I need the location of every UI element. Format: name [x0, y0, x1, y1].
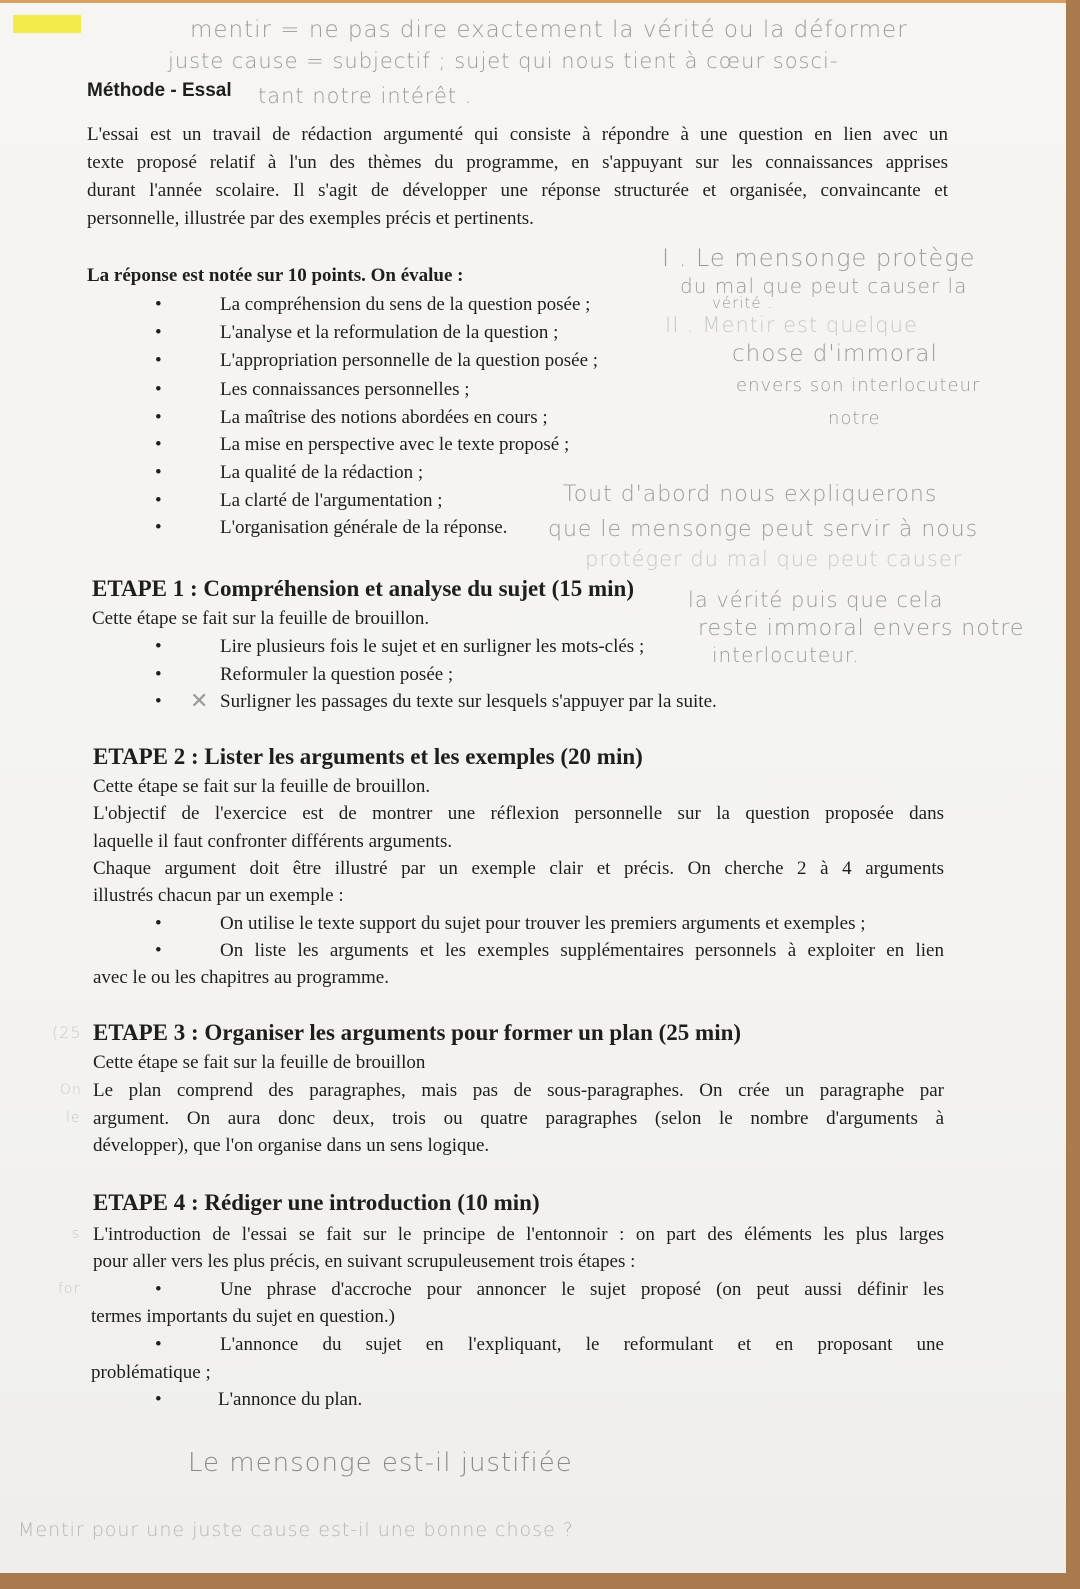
text-line: avec le ou les chapitres au programme.: [93, 967, 389, 988]
bullet-icon: •: [155, 434, 162, 455]
text-line: termes importants du sujet en question.): [91, 1306, 395, 1327]
text-line: problématique ;: [91, 1362, 211, 1383]
text-line: pour aller vers les plus précis, en suivant scrupuleusement trois étapes :: [93, 1251, 636, 1272]
handwritten-note: du mal que peut causer la: [680, 274, 968, 298]
intro-line: personnelle, illustrée par des exemples précis et pertinents.: [87, 208, 534, 229]
handwritten-question: Mentir pour une juste cause est-il une bonne chose ?: [18, 1519, 574, 1541]
handwritten-note: reste immoral envers notre: [698, 616, 1025, 641]
list-item: L'annonce du sujet en l'expliquant, le reformulant et en proposant une: [220, 1334, 944, 1355]
bullet-icon: •: [155, 462, 162, 483]
text-line: développer), que l'on organise dans un sens logique.: [93, 1135, 490, 1156]
text-line: Le plan comprend des paragraphes, mais pas de sous-paragraphes. On crée un paragraphe par: [93, 1080, 944, 1101]
bullet-icon: •: [155, 490, 162, 511]
handwritten-note: juste cause = subjectif ; sujet qui nous tient à cœur sosci-: [168, 49, 839, 73]
bullet-icon: •: [155, 664, 162, 685]
bullet-icon: •: [155, 1334, 162, 1355]
yellow-highlight: [13, 15, 81, 33]
list-item: La clarté de l'argumentation ;: [220, 490, 443, 511]
bullet-icon: •: [155, 691, 162, 712]
list-item: Lire plusieurs fois le sujet et en surligner les mots-clés ;: [220, 636, 645, 657]
evaluation-heading: La réponse est notée sur 10 points. On évalue :: [87, 265, 464, 286]
bullet-icon: •: [155, 322, 162, 343]
list-item: Une phrase d'accroche pour annoncer le sujet proposé (on peut aussi définir les: [220, 1279, 944, 1300]
etape1-heading: ETAPE 1 : Compréhension et analyse du sujet (15 min): [92, 576, 635, 601]
handwritten-note: vérité .: [712, 294, 774, 312]
page-title: Méthode - Essal: [87, 80, 232, 101]
list-item: On utilise le texte support du sujet pour trouver les premiers arguments et exemples ;: [220, 913, 866, 934]
text-line: L'introduction de l'essai se fait sur le principe de l'entonnoir : on part des éléments les plus larges: [93, 1224, 944, 1245]
handwritten-note: que le mensonge peut servir à nous: [548, 517, 979, 542]
bullet-icon: •: [155, 379, 162, 400]
margin-note: (25: [52, 1023, 82, 1042]
intro-line: durant l'année scolaire. Il s'agit de développer une réponse structurée et organisée, convaincante et: [87, 180, 948, 201]
text-line: L'objectif de l'exercice est de montrer une réflexion personnelle sur la question proposée dans: [93, 803, 944, 824]
bullet-icon: •: [155, 350, 162, 371]
text-line: argument. On aura donc deux, trois ou quatre paragraphes (selon le nombre d'arguments à: [93, 1108, 944, 1129]
text-line: Cette étape se fait sur la feuille de brouillon: [93, 1052, 426, 1073]
handwritten-note: la vérité puis que cela: [688, 588, 944, 612]
bullet-icon: •: [155, 407, 162, 428]
cross-mark-icon: ✕: [190, 689, 210, 714]
handwritten-note: notre: [828, 408, 881, 429]
margin-note: On: [60, 1082, 82, 1098]
bullet-icon: •: [155, 517, 162, 538]
margin-note: le: [66, 1110, 81, 1126]
bullet-icon: •: [155, 636, 162, 657]
etape3-heading: ETAPE 3 : Organiser les arguments pour former un plan (25 min): [93, 1020, 742, 1045]
list-item: L'organisation générale de la réponse.: [220, 517, 508, 538]
list-item: La qualité de la rédaction ;: [220, 462, 424, 483]
bullet-icon: •: [155, 1389, 162, 1410]
margin-note: for: [58, 1281, 81, 1297]
handwritten-note: Tout d'abord nous expliquerons: [563, 482, 938, 507]
list-item: La compréhension du sens de la question posée ;: [220, 294, 591, 315]
handwritten-note: II . Mentir est quelque: [665, 313, 918, 337]
list-item: Les connaissances personnelles ;: [220, 379, 470, 400]
handwritten-note: envers son interlocuteur: [736, 375, 981, 396]
text-line: Chaque argument doit être illustré par un exemple clair et précis. On cherche 2 à 4 arguments: [93, 858, 944, 879]
bullet-icon: •: [155, 940, 162, 961]
handwritten-note: I . Le mensonge protège: [662, 244, 976, 272]
list-item: Reformuler la question posée ;: [220, 664, 454, 685]
text-line: laquelle il faut confronter différents arguments.: [93, 831, 453, 852]
list-item: La maîtrise des notions abordées en cours ;: [220, 407, 548, 428]
list-item: Surligner les passages du texte sur lesquels s'appuyer par la suite.: [220, 691, 717, 712]
list-item: L'annonce du plan.: [218, 1389, 363, 1410]
handwritten-note: interlocuteur.: [712, 643, 860, 667]
margin-note: s: [72, 1226, 81, 1242]
bullet-icon: •: [155, 294, 162, 315]
list-item: L'appropriation personnelle de la question posée ;: [220, 350, 599, 371]
intro-line: texte proposé relatif à l'un des thèmes du programme, en s'appuyant sur les connaissances apprises: [87, 152, 948, 173]
handwritten-note: tant notre intérêt .: [258, 84, 473, 108]
text-line: illustrés chacun par un exemple :: [93, 885, 344, 906]
bullet-icon: •: [155, 1279, 162, 1300]
etape2-heading: ETAPE 2 : Lister les arguments et les exemples (20 min): [93, 744, 643, 769]
handwritten-note: mentir = ne pas dire exactement la vérité ou la déformer: [190, 17, 908, 43]
text-line: Cette étape se fait sur la feuille de brouillon.: [93, 776, 431, 797]
bullet-icon: •: [155, 913, 162, 934]
handwritten-note: chose d'immoral: [732, 341, 938, 367]
handwritten-question: Le mensonge est-il justifiée: [188, 1448, 573, 1478]
etape4-heading: ETAPE 4 : Rédiger une introduction (10 min): [93, 1190, 540, 1215]
handwritten-note: protéger du mal que peut causer: [585, 547, 963, 571]
etape1-intro: Cette étape se fait sur la feuille de brouillon.: [92, 608, 430, 629]
intro-line: L'essai est un travail de rédaction argumenté qui consiste à répondre à une question en lien avec un: [87, 124, 948, 145]
list-item: L'analyse et la reformulation de la question ;: [220, 322, 559, 343]
list-item: On liste les arguments et les exemples supplémentaires personnels à exploiter en lien: [220, 940, 944, 961]
list-item: La mise en perspective avec le texte proposé ;: [220, 434, 570, 455]
